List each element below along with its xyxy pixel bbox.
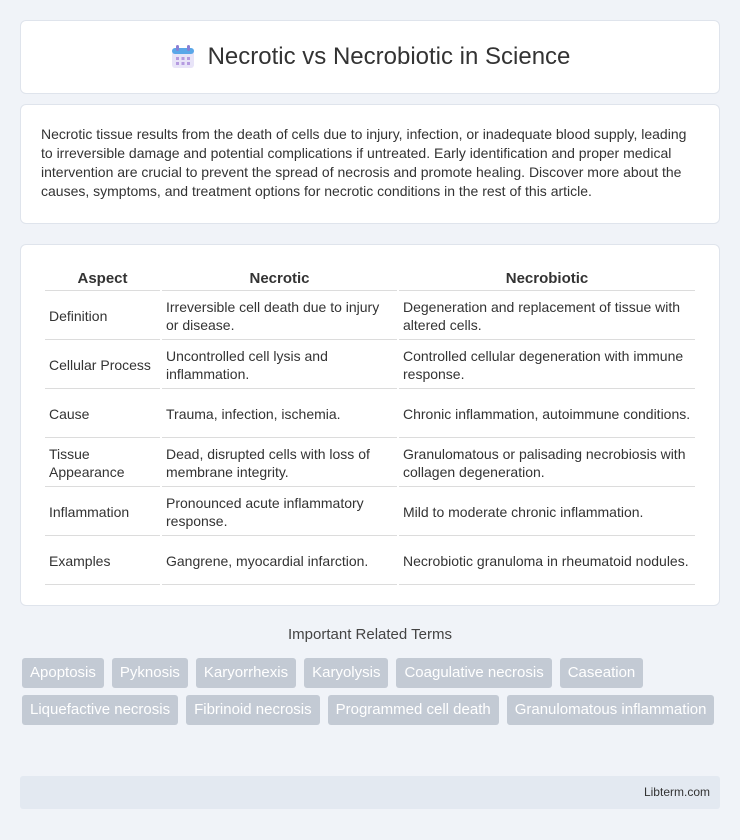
- cell-aspect: Tissue Appearance: [45, 440, 160, 487]
- tag-coagulative-necrosis[interactable]: Coagulative necrosis: [396, 658, 551, 688]
- footer-site-link[interactable]: Libterm.com: [643, 785, 710, 799]
- comparison-table-card: [20, 244, 720, 606]
- comparison-table: [43, 265, 697, 587]
- related-terms-title: Important Related Terms: [288, 626, 452, 643]
- intro-paragraph: Necrotic tissue results from the death of cells due to injury, infection, or inadequate blood supply, leading to irreversible damage and potential complications if untreated. Early identification and proper medical intervention are crucial to prevent the spread of necrosis and promote healing. Discover more about the causes, symptoms, and treatment options for necrotic conditions in the rest of this article.: [41, 126, 687, 199]
- header-necrotic: Necrotic: [162, 267, 397, 291]
- tag-fibrinoid-necrosis[interactable]: Fibrinoid necrosis: [186, 695, 320, 725]
- cell-necrotic: Pronounced acute inflammatory response.: [162, 489, 397, 536]
- cell-necrobiotic: Controlled cellular degeneration with immune response.: [399, 342, 695, 389]
- page-title: Necrotic vs Necrobiotic in Science: [207, 43, 571, 70]
- cell-aspect: Definition: [45, 293, 160, 340]
- cell-necrotic: Gangrene, myocardial infarction.: [162, 538, 397, 585]
- cell-necrotic: Trauma, infection, ischemia.: [162, 391, 397, 438]
- cell-aspect: Examples: [45, 538, 160, 585]
- cell-necrobiotic: Necrobiotic granuloma in rheumatoid nodules.: [399, 538, 695, 585]
- tag-liquefactive-necrosis[interactable]: Liquefactive necrosis: [22, 695, 178, 725]
- cell-necrobiotic: Granulomatous or palisading necrobiosis with collagen degeneration.: [399, 440, 695, 487]
- tag-karyorrhexis[interactable]: Karyorrhexis: [196, 658, 296, 688]
- table-row: [45, 489, 695, 536]
- table-row: [45, 342, 695, 389]
- header-necrobiotic: Necrobiotic: [399, 267, 695, 291]
- cell-necrobiotic: Degeneration and replacement of tissue with altered cells.: [399, 293, 695, 340]
- header-card: [20, 20, 720, 94]
- cell-necrobiotic: Mild to moderate chronic inflammation.: [399, 489, 695, 536]
- related-terms-list: [22, 658, 722, 725]
- table-header-row: [45, 267, 695, 291]
- tag-karyolysis[interactable]: Karyolysis: [304, 658, 388, 688]
- cell-necrobiotic: Chronic inflammation, autoimmune conditions.: [399, 391, 695, 438]
- tag-apoptosis[interactable]: Apoptosis: [22, 658, 104, 688]
- tag-caseation[interactable]: Caseation: [560, 658, 644, 688]
- footer: [20, 776, 720, 809]
- cell-necrotic: Dead, disrupted cells with loss of membrane integrity.: [162, 440, 397, 487]
- cell-necrotic: Irreversible cell death due to injury or disease.: [162, 293, 397, 340]
- cell-aspect: Cellular Process: [45, 342, 160, 389]
- tag-pyknosis[interactable]: Pyknosis: [112, 658, 188, 688]
- tag-programmed-cell-death[interactable]: Programmed cell death: [328, 695, 499, 725]
- header-aspect: Aspect: [45, 267, 160, 291]
- tag-granulomatous-inflammation[interactable]: Granulomatous inflammation: [507, 695, 715, 725]
- table-row: [45, 293, 695, 340]
- calendar-icon: [170, 44, 196, 70]
- cell-necrotic: Uncontrolled cell lysis and inflammation.: [162, 342, 397, 389]
- table-row: [45, 440, 695, 487]
- title-wrap: [170, 43, 571, 71]
- intro-card: [20, 104, 720, 224]
- table-row: [45, 391, 695, 438]
- cell-aspect: Inflammation: [45, 489, 160, 536]
- table-row: [45, 538, 695, 585]
- cell-aspect: Cause: [45, 391, 160, 438]
